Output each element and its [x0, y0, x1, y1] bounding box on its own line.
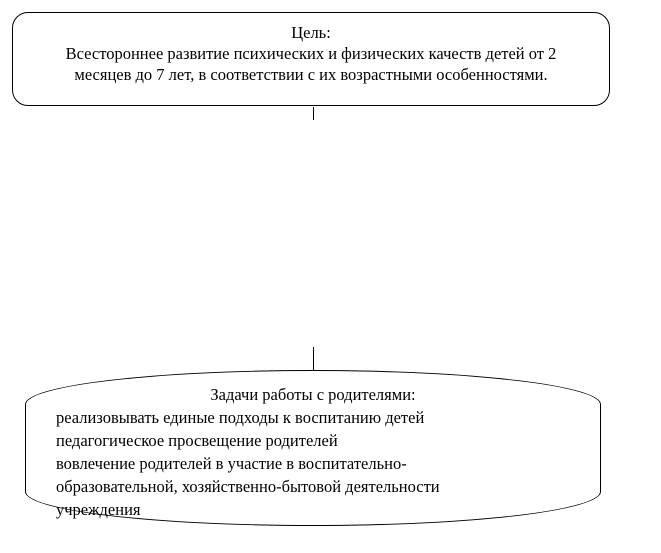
task-item: педагогическое просвещение родителей — [56, 431, 338, 450]
tasks-heading: Задачи работы с родителями: — [210, 385, 416, 404]
connector-line-top — [313, 107, 314, 120]
connector-line-bottom — [313, 347, 314, 370]
task-item: образовательной, хозяйственно-бытовой деятельности — [56, 477, 440, 496]
goal-text-line-1: Всестороннее развитие психических и физических качеств детей от 2 — [65, 44, 557, 63]
tasks-list — [56, 406, 440, 521]
task-item: вовлечение родителей в участие в воспитательно- — [56, 454, 407, 473]
goal-box — [12, 12, 610, 106]
tasks-box — [25, 370, 601, 526]
task-item: учреждения — [56, 500, 141, 519]
task-item: реализовывать единые подходы к воспитанию детей — [56, 408, 425, 427]
goal-text-line-2: месяцев до 7 лет, в соответствии с их возрастными особенностями. — [74, 65, 548, 84]
goal-heading: Цель: — [291, 23, 331, 42]
